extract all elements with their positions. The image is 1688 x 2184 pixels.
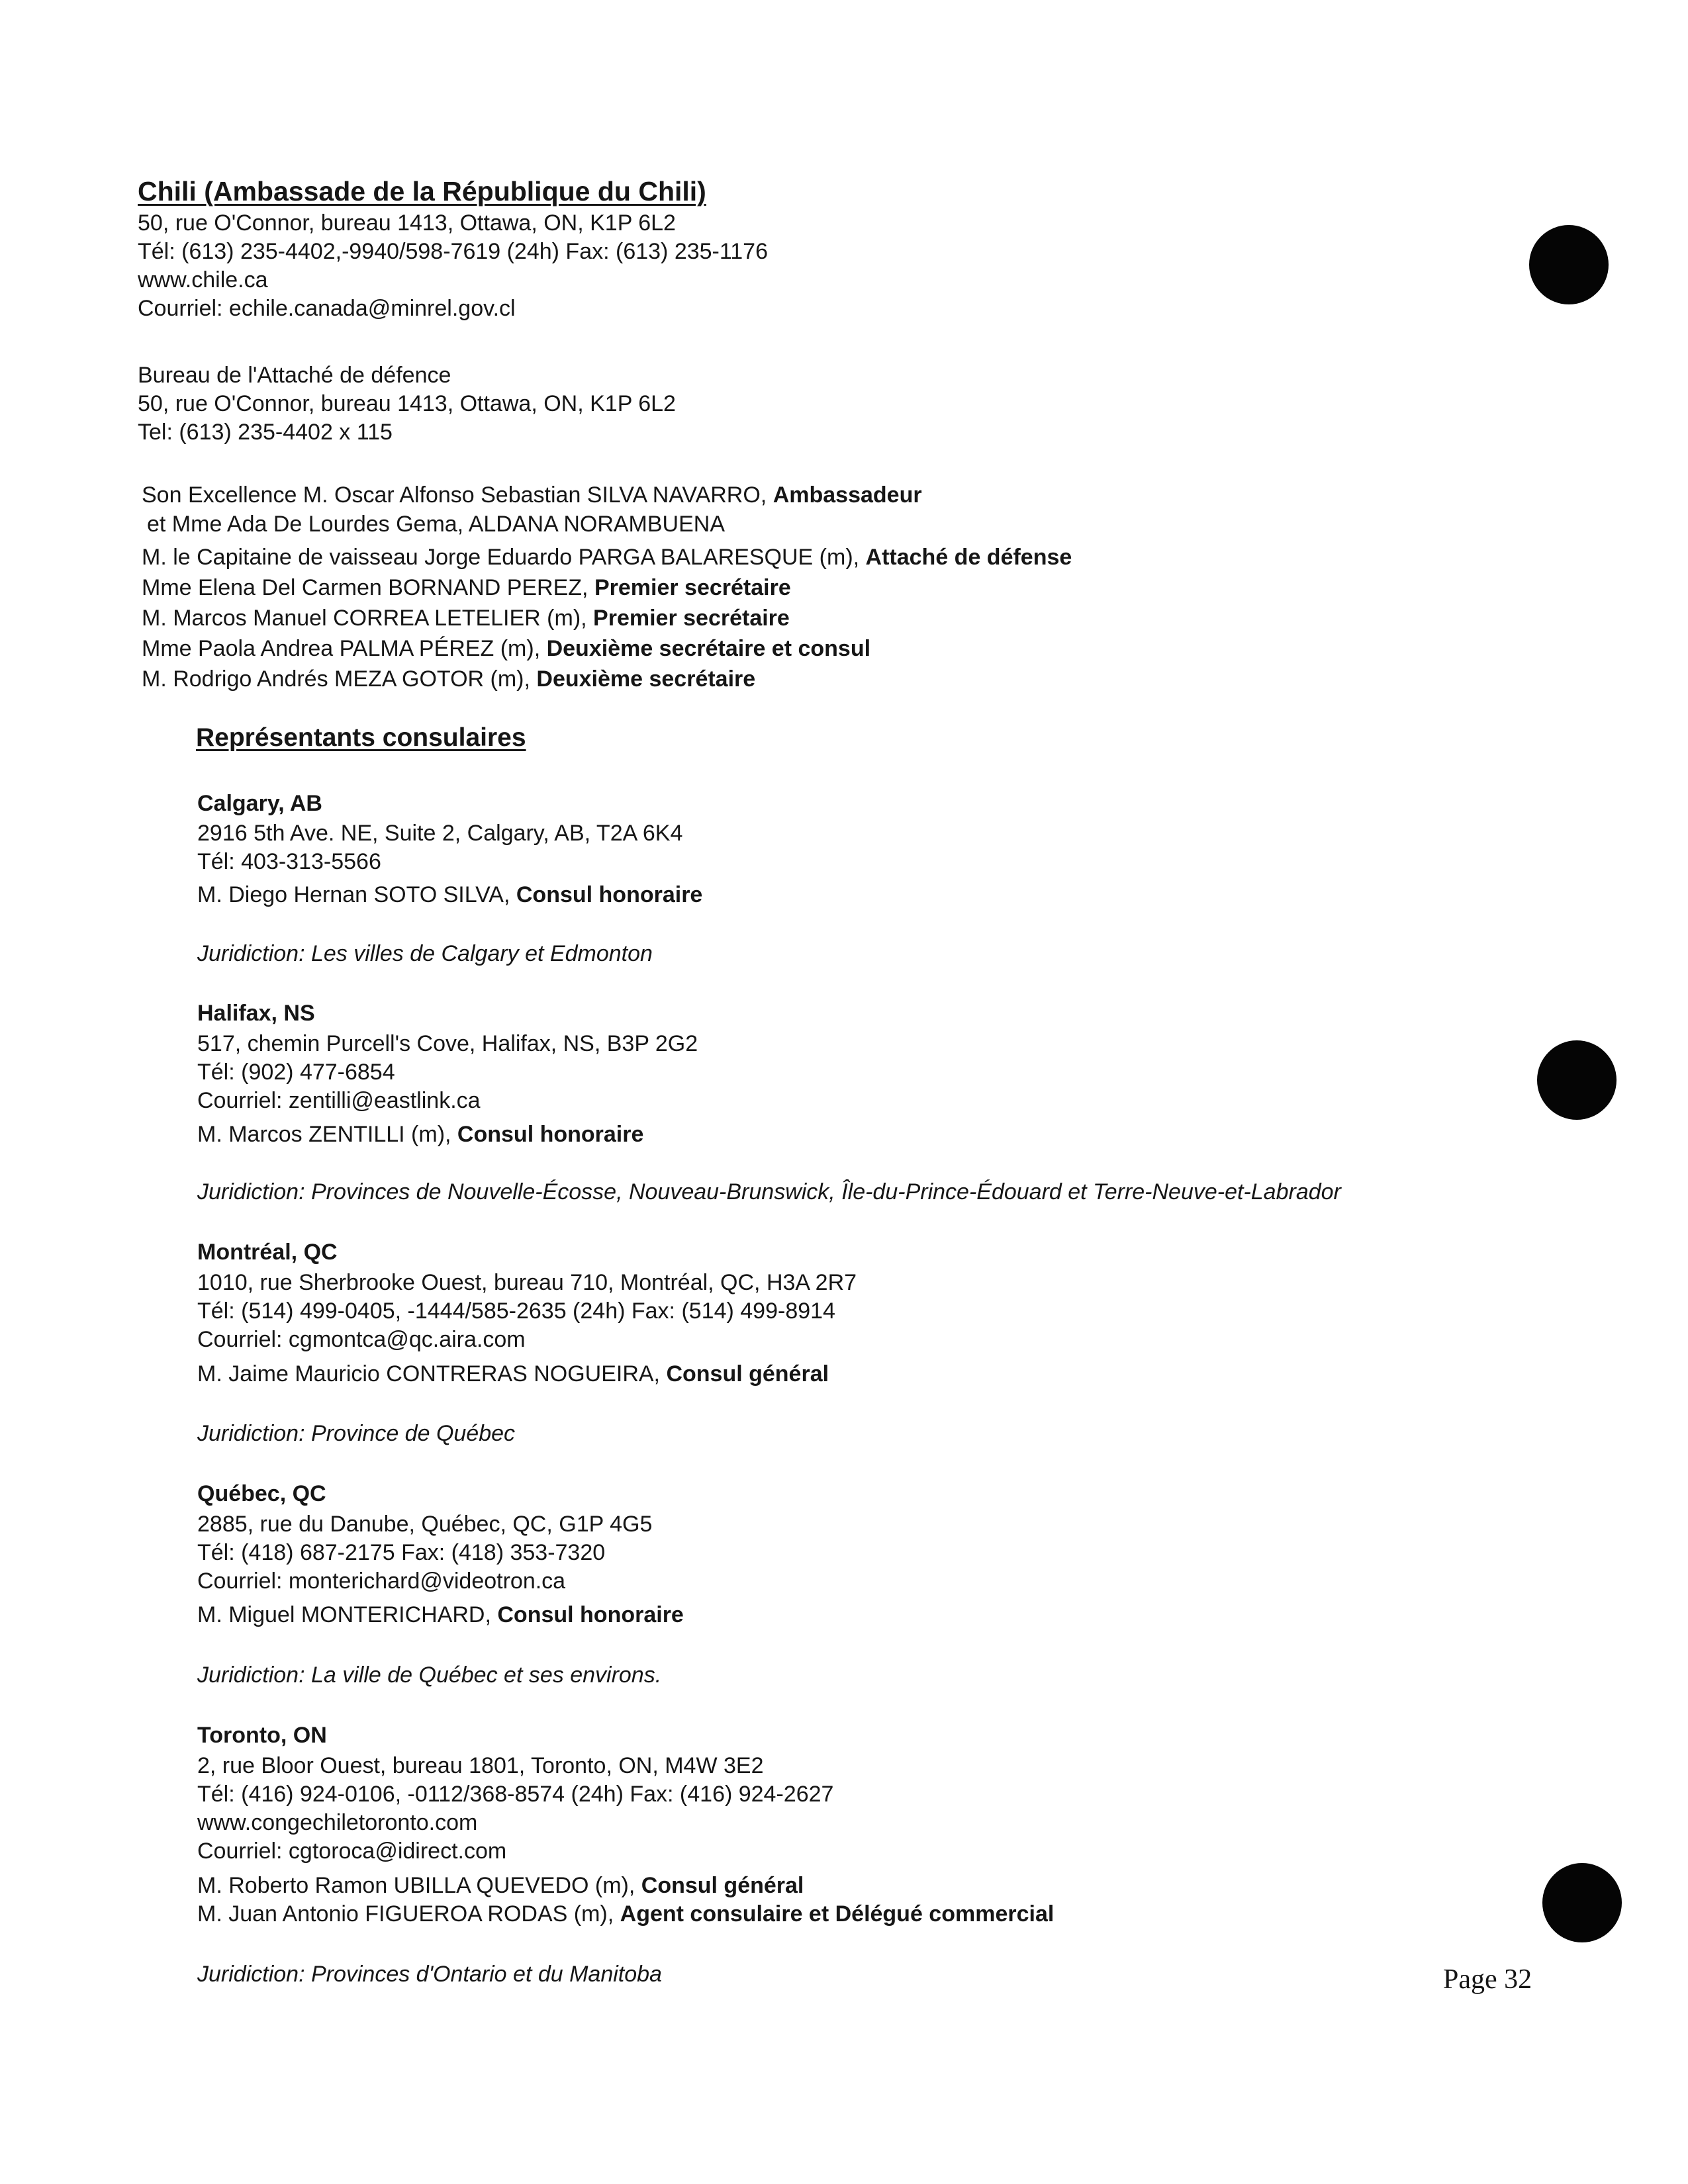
consulate-address: 1010, rue Sherbrooke Ouest, bureau 710, Montréal, QC, H3A 2R7	[197, 1270, 857, 1295]
consulate-phone: Tél: 403-313-5566	[197, 849, 381, 874]
consulate-city: Montréal, QC	[197, 1240, 338, 1265]
consulate-address: 517, chemin Purcell's Cove, Halifax, NS, B3P 2G2	[197, 1031, 698, 1056]
consulate-person: M. Diego Hernan SOTO SILVA, Consul honoraire	[197, 882, 703, 907]
consulate-city: Toronto, ON	[197, 1723, 327, 1748]
consulate-person: M. Marcos ZENTILLI (m), Consul honoraire	[197, 1122, 644, 1147]
consulate-city: Halifax, NS	[197, 1001, 315, 1026]
consulate-address: 2885, rue du Danube, Québec, QC, G1P 4G5	[197, 1512, 653, 1537]
staff-row: M. Rodrigo Andrés MEZA GOTOR (m), Deuxième secrétaire	[142, 666, 756, 692]
consulate-jurisdiction: Juridiction: Province de Québec	[197, 1421, 516, 1446]
consulate-email: Courriel: cgtoroca@idirect.com	[197, 1839, 507, 1864]
embassy-website: www.chile.ca	[138, 267, 268, 293]
consulate-phone: Tél: (902) 477-6854	[197, 1060, 395, 1085]
consulate-jurisdiction: Juridiction: Les villes de Calgary et Edmonton	[197, 941, 653, 966]
defence-office-address: 50, rue O'Connor, bureau 1413, Ottawa, ON, K1P 6L2	[138, 391, 676, 416]
consulate-city: Calgary, AB	[197, 791, 322, 816]
consulate-person: M. Miguel MONTERICHARD, Consul honoraire	[197, 1602, 684, 1627]
embassy-phone: Tél: (613) 235-4402,-9940/598-7619 (24h) Fax: (613) 235-1176	[138, 239, 768, 264]
consulate-email: Courriel: cgmontca@qc.aira.com	[197, 1327, 526, 1352]
consulate-jurisdiction: Juridiction: La ville de Québec et ses environs.	[197, 1662, 662, 1688]
staff-row: et Mme Ada De Lourdes Gema, ALDANA NORAMBUENA	[147, 512, 726, 537]
consulate-email: Courriel: monterichard@videotron.ca	[197, 1569, 566, 1594]
embassy-email: Courriel: echile.canada@minrel.gov.cl	[138, 296, 516, 321]
embassy-title: Chili (Ambassade de la République du Chili)	[138, 176, 706, 206]
defence-office-name: Bureau de l'Attaché de défence	[138, 363, 451, 388]
consulate-city: Québec, QC	[197, 1481, 326, 1506]
consulate-address: 2, rue Bloor Ouest, bureau 1801, Toronto, ON, M4W 3E2	[197, 1753, 764, 1778]
consulate-person: M. Roberto Ramon UBILLA QUEVEDO (m), Consul général	[197, 1873, 804, 1898]
embassy-address: 50, rue O'Connor, bureau 1413, Ottawa, ON, K1P 6L2	[138, 210, 676, 236]
consular-heading: Représentants consulaires	[196, 723, 526, 752]
consulate-address: 2916 5th Ave. NE, Suite 2, Calgary, AB, T2A 6K4	[197, 821, 683, 846]
consulate-jurisdiction: Juridiction: Provinces de Nouvelle-Écosse, Nouveau-Brunswick, Île-du-Prince-Édouard et Terre-Neuve-et-Labrador	[197, 1179, 1341, 1205]
consulate-email: Courriel: zentilli@eastlink.ca	[197, 1088, 481, 1113]
staff-row: Mme Elena Del Carmen BORNAND PEREZ, Premier secrétaire	[142, 575, 791, 600]
consulate-jurisdiction: Juridiction: Provinces d'Ontario et du Manitoba	[197, 1962, 662, 1987]
defence-office-phone: Tel: (613) 235-4402 x 115	[138, 420, 393, 445]
punch-hole	[1537, 1040, 1617, 1120]
consulate-person: M. Jaime Mauricio CONTRERAS NOGUEIRA, Consul général	[197, 1361, 829, 1387]
consulate-phone: Tél: (418) 687-2175 Fax: (418) 353-7320	[197, 1540, 606, 1565]
punch-hole	[1542, 1863, 1622, 1942]
staff-row: Mme Paola Andrea PALMA PÉREZ (m), Deuxième secrétaire et consul	[142, 636, 871, 661]
page-number: Page 32	[1443, 1964, 1532, 1995]
staff-row: M. Marcos Manuel CORREA LETELIER (m), Premier secrétaire	[142, 606, 790, 631]
consulate-phone: Tél: (416) 924-0106, -0112/368-8574 (24h) Fax: (416) 924-2627	[197, 1782, 834, 1807]
staff-row: M. le Capitaine de vaisseau Jorge Eduardo PARGA BALARESQUE (m), Attaché de défense	[142, 545, 1072, 570]
punch-hole	[1529, 225, 1609, 304]
consulate-website: www.congechiletoronto.com	[197, 1810, 478, 1835]
consulate-person: M. Juan Antonio FIGUEROA RODAS (m), Agent consulaire et Délégué commercial	[197, 1901, 1055, 1927]
staff-row: Son Excellence M. Oscar Alfonso Sebastian SILVA NAVARRO, Ambassadeur	[142, 482, 922, 508]
consulate-phone: Tél: (514) 499-0405, -1444/585-2635 (24h) Fax: (514) 499-8914	[197, 1298, 835, 1324]
